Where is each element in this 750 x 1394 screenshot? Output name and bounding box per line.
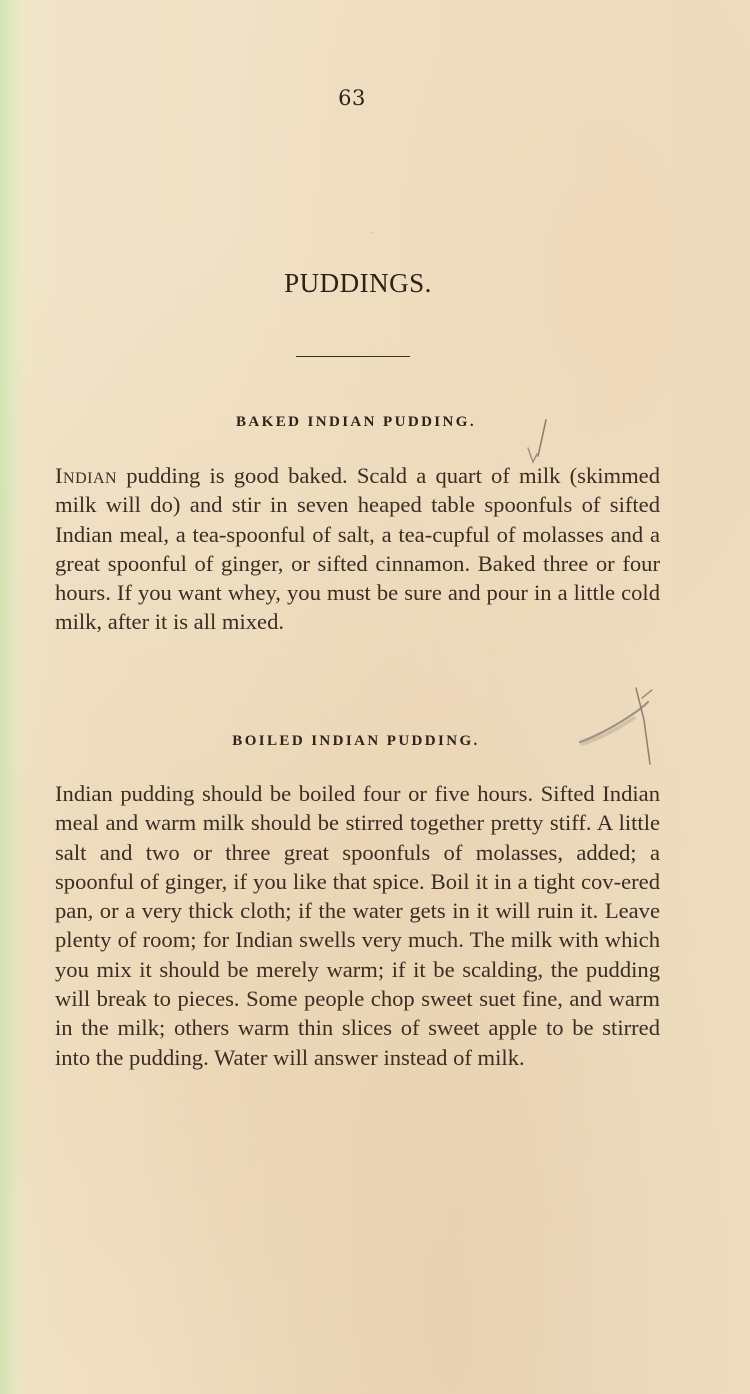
pencil-cross-mark-icon bbox=[572, 680, 662, 770]
lead-word: Indian bbox=[55, 463, 118, 488]
recipe-paragraph-boiled: Indian pudding should be boiled four or five hours. Sifted Indian meal and warm milk should be stirred together pretty stiff. A little salt and two or three great spoonfuls of molasses, added; a spoonful of ginger, if you like that spice. Boil it in a tight cov-ered pan, or a very thick cloth; if the water gets in it will ruin it. Leave plenty of room; for Indian swells very much. The milk with which you mix it should be merely warm; if it be scalding, the pudding will break to pieces. Some people chop sweet suet fine, and warm in the milk; others warm thin slices of sweet apple to be stirred into the pudding. Water will answer instead of milk. bbox=[55, 781, 660, 1070]
page-number: 63 bbox=[338, 86, 366, 110]
paper-speck: · bbox=[371, 226, 375, 239]
section-heading-boiled: BOILED INDIAN PUDDING. bbox=[232, 733, 480, 749]
page-gutter-edge bbox=[0, 0, 22, 1394]
section-heading-baked: BAKED INDIAN PUDDING. bbox=[236, 414, 476, 430]
paragraph-text: pudding is good baked. Scald a quart of milk (skimmed milk will do) and stir in seven heaped table spoonfuls of sifted Indian meal, a tea-spoonful of salt, a tea-cupful of molasses and a great spoonful of ginger, or sifted cinnamon. Baked three or four hours. If you want whey, you must be sure and pour in a little cold milk, after it is all mixed. bbox=[55, 463, 660, 635]
recipe-paragraph-baked bbox=[55, 461, 660, 637]
chapter-title: PUDDINGS. bbox=[284, 268, 432, 298]
title-divider bbox=[296, 356, 410, 357]
